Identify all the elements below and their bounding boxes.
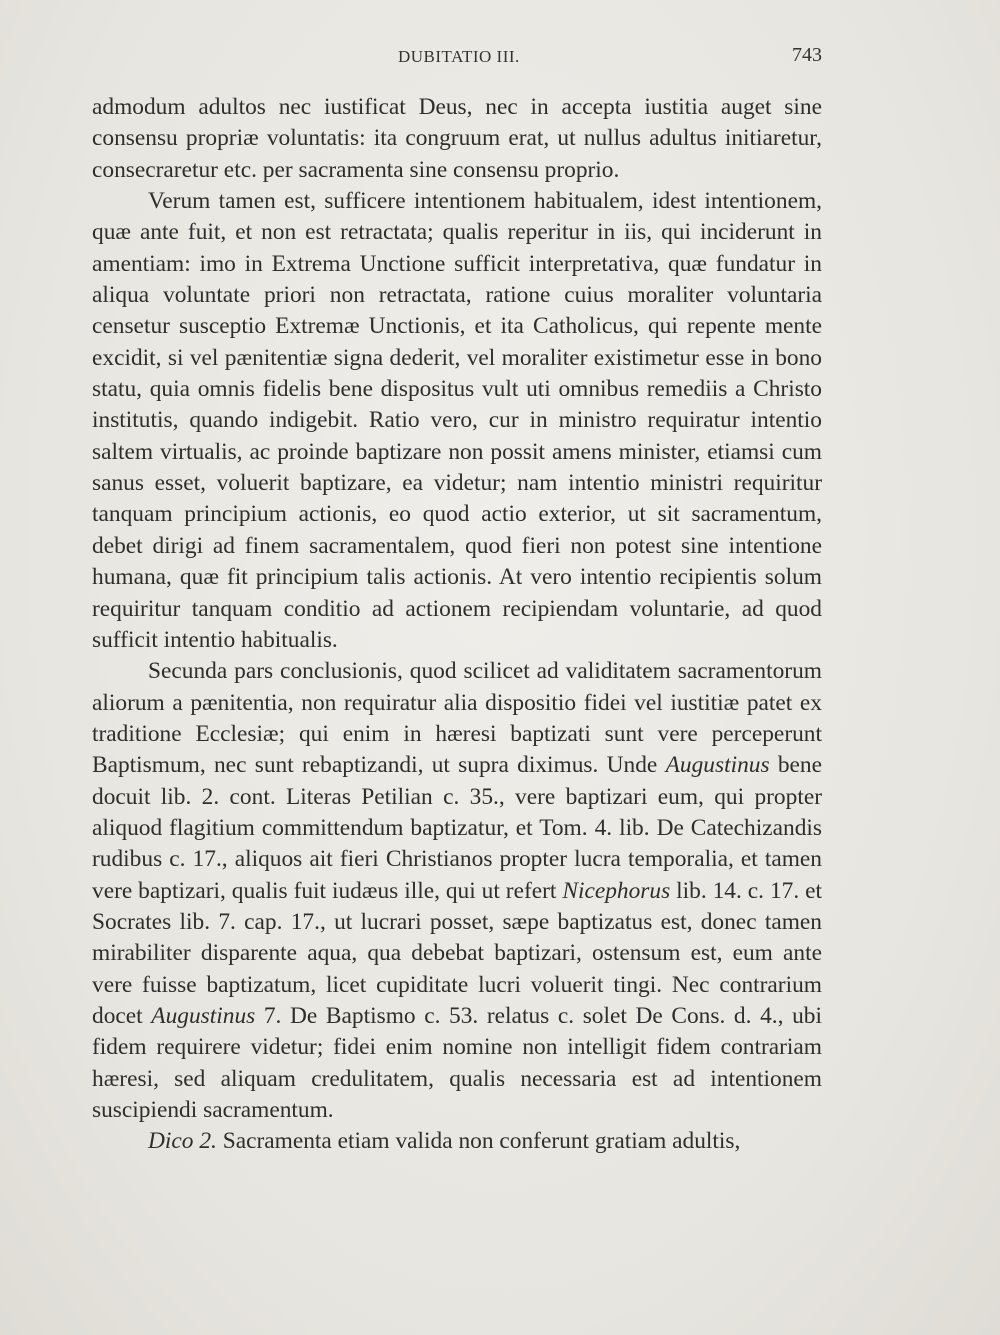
paragraph [92,656,822,1126]
text-segment: 7. De Baptismo c. 53. relatus c. solet De Cons. d. 4., ubi fidem requirere videtur; fidei enim nomine non intelligit fidem contrariam hæresi, sed aliquam credulitatem, qualis necessaria est ad intentionem suscipiendi sacramentum. [92,1002,822,1123]
text-segment: bene docuit lib. 2. cont. Literas Petilian c. 35., vere baptizari eum, qui propter aliquod flagitium committendum baptizatur, et Tom. 4. lib. De Catechizandis rudibus c. 17., aliquos ait fieri Christianos propter lucra temporalia, et tamen vere baptizari, qualis fuit iudæus ille, qui ut refert [92,752,822,904]
running-head [92,44,822,72]
text-segment: admodum adultos nec iustificat Deus, nec in accepta iustitia auget sine consensu propriæ voluntatis: ita congruum erat, ut nullus adultus initiaretur, consecraretur etc. per sacramenta sine consensu proprio. [92,94,822,183]
text-segment: Sacramenta etiam valida non conferunt gratiam adultis, [216,1128,741,1155]
italic-text: Augustinus [151,1002,256,1029]
paragraph [92,1126,822,1157]
text-segment: Verum tamen est, sufficere intentionem habitualem, idest intentionem, quæ ante fuit, et non est retractata; qualis reperitur in iis, qui inciderunt in amentiam: imo in Extrema Unctione sufficit interpretativa, quæ fundatur in aliqua voluntate priori non retractata, ratione cuius moraliter voluntaria censetur susceptio Extremæ Unctionis, et ita Catholicus, qui repente mente excidit, si vel pænitentiæ signa dederit, vel moraliter existimetur esse in bono statu, quia omnis fidelis bene dispositus vult uti omnibus remediis a Christo institutis, quando indigebit. Ratio vero, cur in ministro requiratur intentio saltem virtualis, ac proinde baptizare non possit amens minister, etiamsi cum sanus esset, voluerit baptizare, ea videtur; nam intentio ministri requiritur tanquam principium actionis, eo quod actio exterior, ut sit sacramentum, debet dirigi ad finem sacramentalem, quod fieri non potest sine intentione humana, quæ fit principium talis actionis. At vero intentio recipientis solum requiritur tanquam conditio ad actionem recipiendam voluntarie, ad quod sufficit intentio habitualis. [92,188,822,653]
italic-text: Dico 2. [148,1128,217,1155]
running-head-title: DUBITATIO III. [398,47,520,66]
text-segment: Secunda pars conclusionis, quod scilicet ad validitatem sacramentorum aliorum a pænitentia, non requiratur alia dispositio fidei vel iustitiæ patet ex traditione Ecclesiæ; qui enim in hæresi baptizati sunt vere perceperunt Baptismum, nec sunt rebaptizandi, ut supra diximus. Unde [92,658,822,779]
italic-text: Augustinus [665,752,770,779]
italic-text: Nicephorus [562,877,671,904]
paragraph [92,186,822,656]
page-number: 743 [792,44,822,66]
body-text [92,92,822,1158]
text-segment: lib. 14. c. 17. et Socrates lib. 7. cap. 17., ut lucrari posset, sæpe baptizatus est, donec tamen mirabiliter disparente aqua, qua debebat baptizari, ostensum est, eum ante vere fuisse baptizatum, licet cupiditate lucri voluerit tingi. Nec contrarium docet [92,877,822,1029]
paragraph [92,92,822,186]
